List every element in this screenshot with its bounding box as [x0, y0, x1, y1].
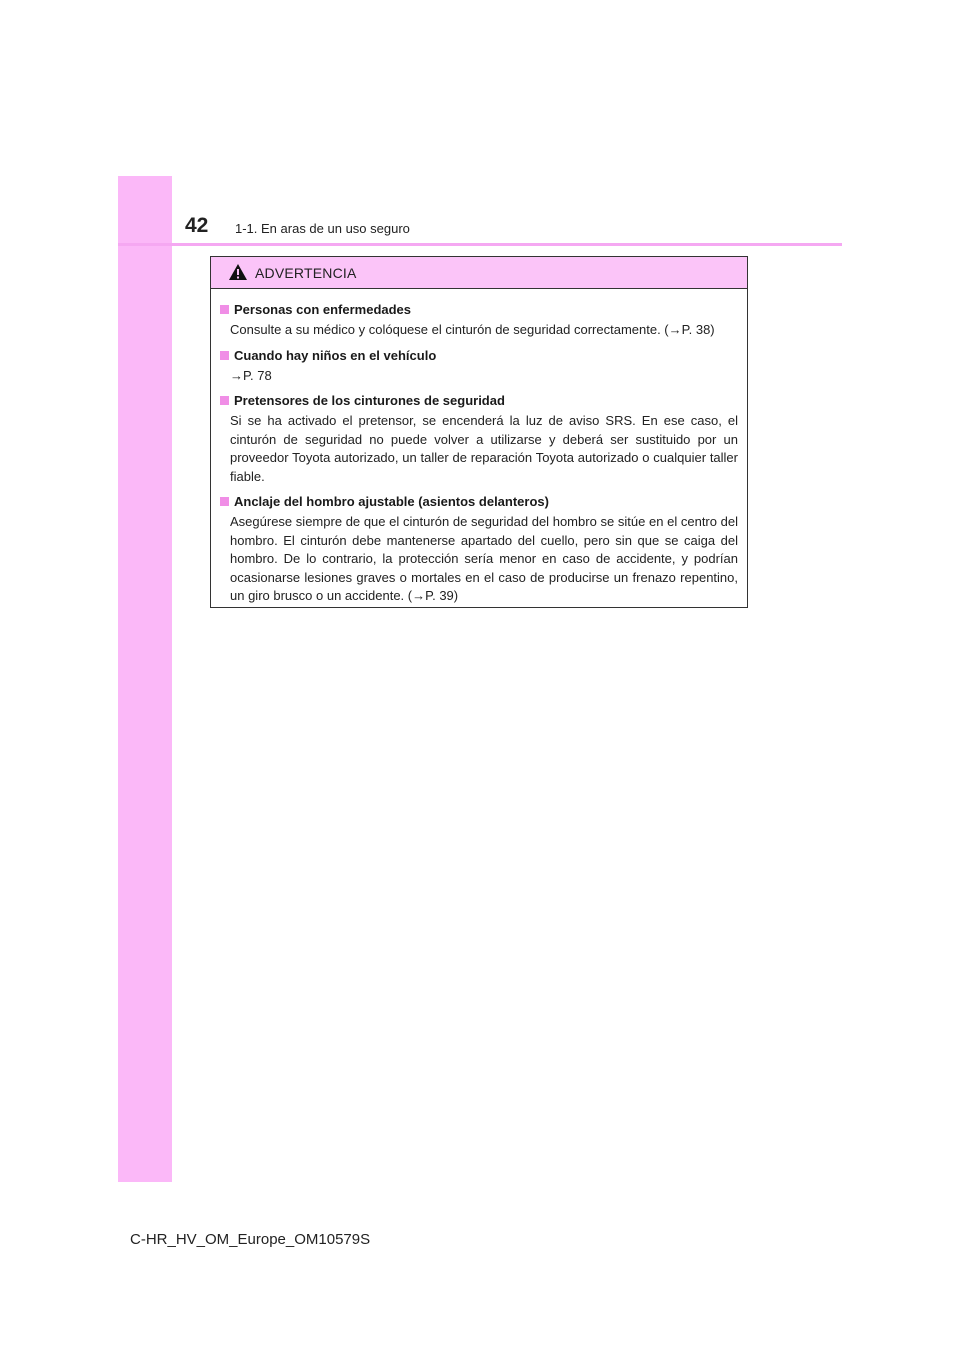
square-bullet-icon	[220, 305, 229, 314]
warning-label: ADVERTENCIA	[255, 264, 357, 281]
warning-item-text: Asegúrese siempre de que el cinturón de seguridad del hombro se sitúe en el centro del hombro. El cinturón debe mantenerse apartado del cuello, pero sin que se caiga del hombro. De lo contrario, la protección sería menor en caso de accidente, y podrían ocasionarse lesiones graves o mortales en el caso de producirse un frenazo repentino, un giro brusco o un accidente. (→P. 39)	[230, 514, 738, 603]
warning-item	[220, 392, 738, 486]
warning-item-title: Pretensores de los cinturones de seguridad	[234, 393, 505, 408]
warning-item-text: →P. 78	[230, 367, 272, 383]
warning-body	[211, 289, 747, 606]
warning-item-title: Cuando hay niños en el vehículo	[234, 347, 437, 363]
warning-item-text: Si se ha activado el pretensor, se encenderá la luz de aviso SRS. En ese caso, el cinturón de seguridad no puede volver a utilizarse y deberá ser sustituido por un proveedor Toyota autorizado, un taller de reparación Toyota autorizado o cualquier taller fiable.	[230, 413, 738, 484]
warning-triangle-icon	[228, 263, 248, 281]
warning-item	[220, 301, 738, 340]
warning-box	[210, 256, 748, 608]
square-bullet-icon	[220, 396, 229, 405]
warning-item-text: Consulte a su médico y colóquese el cinturón de seguridad correctamente. (→P. 38)	[230, 322, 715, 337]
square-bullet-icon	[220, 497, 229, 506]
warning-item-title: Personas con enfermedades	[234, 302, 412, 317]
warning-item	[220, 493, 738, 606]
square-bullet-icon	[220, 351, 229, 360]
warning-item-title: Anclaje del hombro ajustable (asientos delanteros)	[234, 494, 549, 509]
document-code: C-HR_HV_OM_Europe_OM10579S	[130, 1231, 371, 1248]
section-title: 1-1. En aras de un uso seguro	[235, 221, 410, 236]
page-number: 42	[185, 214, 209, 237]
side-tab-bar	[118, 176, 172, 1182]
warning-header	[211, 257, 747, 289]
header-rule	[118, 243, 842, 246]
warning-item	[220, 347, 738, 386]
